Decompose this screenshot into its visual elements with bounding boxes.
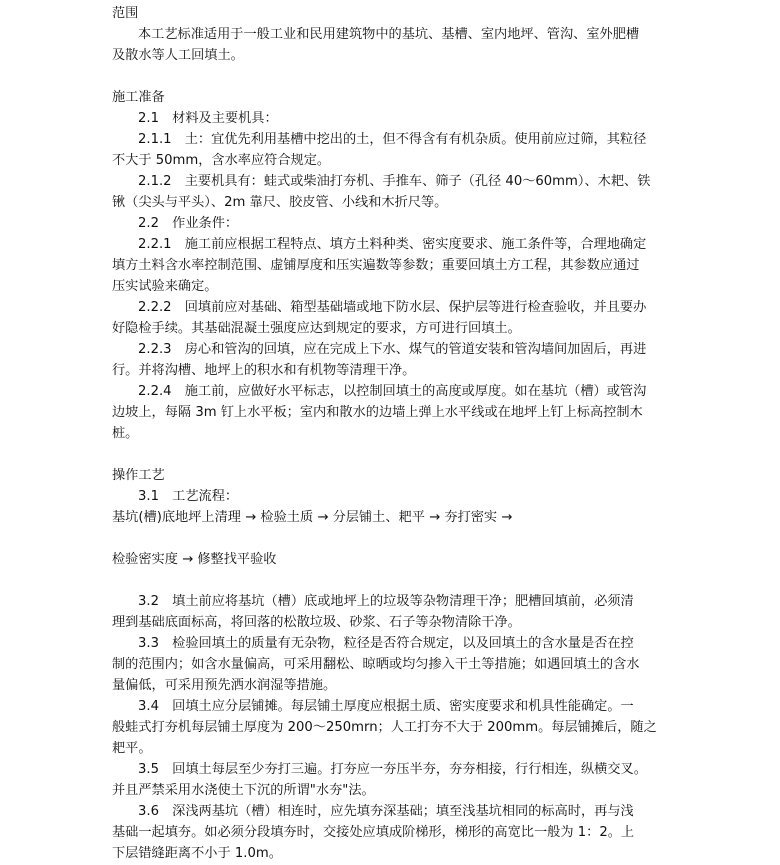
paragraph-line: 桩。	[112, 426, 139, 441]
paragraph-line: 2.2.3 房心和管沟的回填，应在完成上下水、煤气的管道安装和管沟墙间加固后，再进	[138, 342, 647, 357]
paragraph-line: 行。并将沟槽、地坪上的积水和有机物等清理干净。	[112, 363, 416, 378]
paragraph-line: 并且严禁采用水浇使土下沉的所谓"水夯"法。	[112, 783, 375, 798]
paragraph-line: 理到基础底面标高，将回落的松散垃圾、砂浆、石子等杂物清除干净。	[112, 615, 521, 630]
paragraph-line: 及散水等人工回填土。	[112, 48, 244, 63]
process-flow-line: 检验密实度 → 修整找平验收	[112, 552, 277, 567]
paragraph-line: 2.2.4 施工前，应做好水平标志，以控制回填土的高度或厚度。如在基坑（槽）或管沟	[138, 384, 647, 399]
paragraph-line: 好隐检手续。其基础混凝土强度应达到规定的要求，方可进行回填土。	[112, 321, 521, 336]
subsection-heading: 2.2 作业条件：	[138, 216, 239, 231]
process-flow-line: 基坑(槽)底地坪上清理 → 检验土质 → 分层铺土、耙平 → 夯打密实 →	[112, 510, 513, 525]
paragraph-line: 2.2.1 施工前应根据工程特点、填方土料种类、密实度要求、施工条件等，合理地确定	[138, 237, 647, 252]
subsection-heading: 3.1 工艺流程：	[138, 489, 239, 504]
paragraph-line: 下层错缝距离不小于 1.0m。	[112, 846, 282, 861]
section-title-scope: 范围	[112, 6, 139, 21]
paragraph-line: 3.6 深浅两基坑（槽）相连时，应先填夯深基础；填至浅基坑相同的标高时，再与浅	[138, 804, 634, 819]
spacer	[112, 66, 668, 87]
paragraph-line: 边坡上，每隔 3m 钉上水平板；室内和散水的边墙上弹上水平线或在地坪上钉上标高控制木	[112, 405, 643, 420]
paragraph-line: 本工艺标准适用于一般工业和民用建筑物中的基坑、基槽、室内地坪、管沟、室外肥槽	[138, 27, 640, 42]
subsection-heading: 2.1 材料及主要机具：	[138, 111, 278, 126]
paragraph-line: 量偏低，可采用预先洒水润湿等措施。	[112, 678, 337, 693]
spacer	[112, 444, 668, 465]
document-page	[112, 3, 668, 864]
paragraph-line: 耙平。	[112, 741, 152, 756]
paragraph-line: 锹（尖头与平头）、2m 靠尺、胶皮管、小线和木折尺等。	[112, 195, 448, 210]
section-title-ops: 操作工艺	[112, 468, 165, 483]
section-title-prep: 施工准备	[112, 90, 165, 105]
paragraph-line: 2.1.1 土：宜优先利用基槽中挖出的土，但不得含有有机杂质。使用前应过筛，其粒径	[138, 132, 647, 147]
paragraph-line: 2.2.2 回填前应对基础、箱型基础墙或地下防水层、保护层等进行检查验收，并且要办	[138, 300, 647, 315]
paragraph-line: 填方土料含水率控制范围、虚铺厚度和压实遍数等参数；重要回填土方工程，其参数应通过	[112, 258, 640, 273]
paragraph-line: 3.4 回填土应分层铺摊。每层铺土厚度应根据土质、密实度要求和机具性能确定。一	[138, 699, 634, 714]
paragraph-line: 不大于 50mm，含水率应符合规定。	[112, 153, 331, 168]
paragraph-line: 3.3 检验回填土的质量有无杂物，粒径是否符合规定，以及回填土的含水量是否在控	[138, 636, 634, 651]
paragraph-line: 3.2 填土前应将基坑（槽）底或地坪上的垃圾等杂物清理干净；肥槽回填前，必须清	[138, 594, 634, 609]
paragraph-line: 般蛙式打夯机每层铺土厚度为 200～250mrn；人工打夯不大于 200mm。每层铺摊后，随之	[112, 720, 657, 735]
spacer	[112, 570, 668, 591]
paragraph-line: 制的范围内；如含水量偏高，可采用翻松、晾晒或均匀掺入干土等措施；如遇回填土的含水	[112, 657, 640, 672]
paragraph-line: 压实试验来确定。	[112, 279, 218, 294]
paragraph-line: 2.1.2 主要机具有：蛙式或柴油打夯机、手推车、筛子（孔径 40～60mm）、木耙、铁	[138, 174, 651, 189]
paragraph-line: 3.5 回填土每层至少夯打三遍。打夯应一夯压半夯，夯夯相接，行行相连，纵横交叉。	[138, 762, 647, 777]
spacer	[112, 528, 668, 549]
paragraph-line: 基础一起填夯。如必须分段填夯时，交接处应填成阶梯形，梯形的高宽比一般为 1：2。上	[112, 825, 635, 840]
